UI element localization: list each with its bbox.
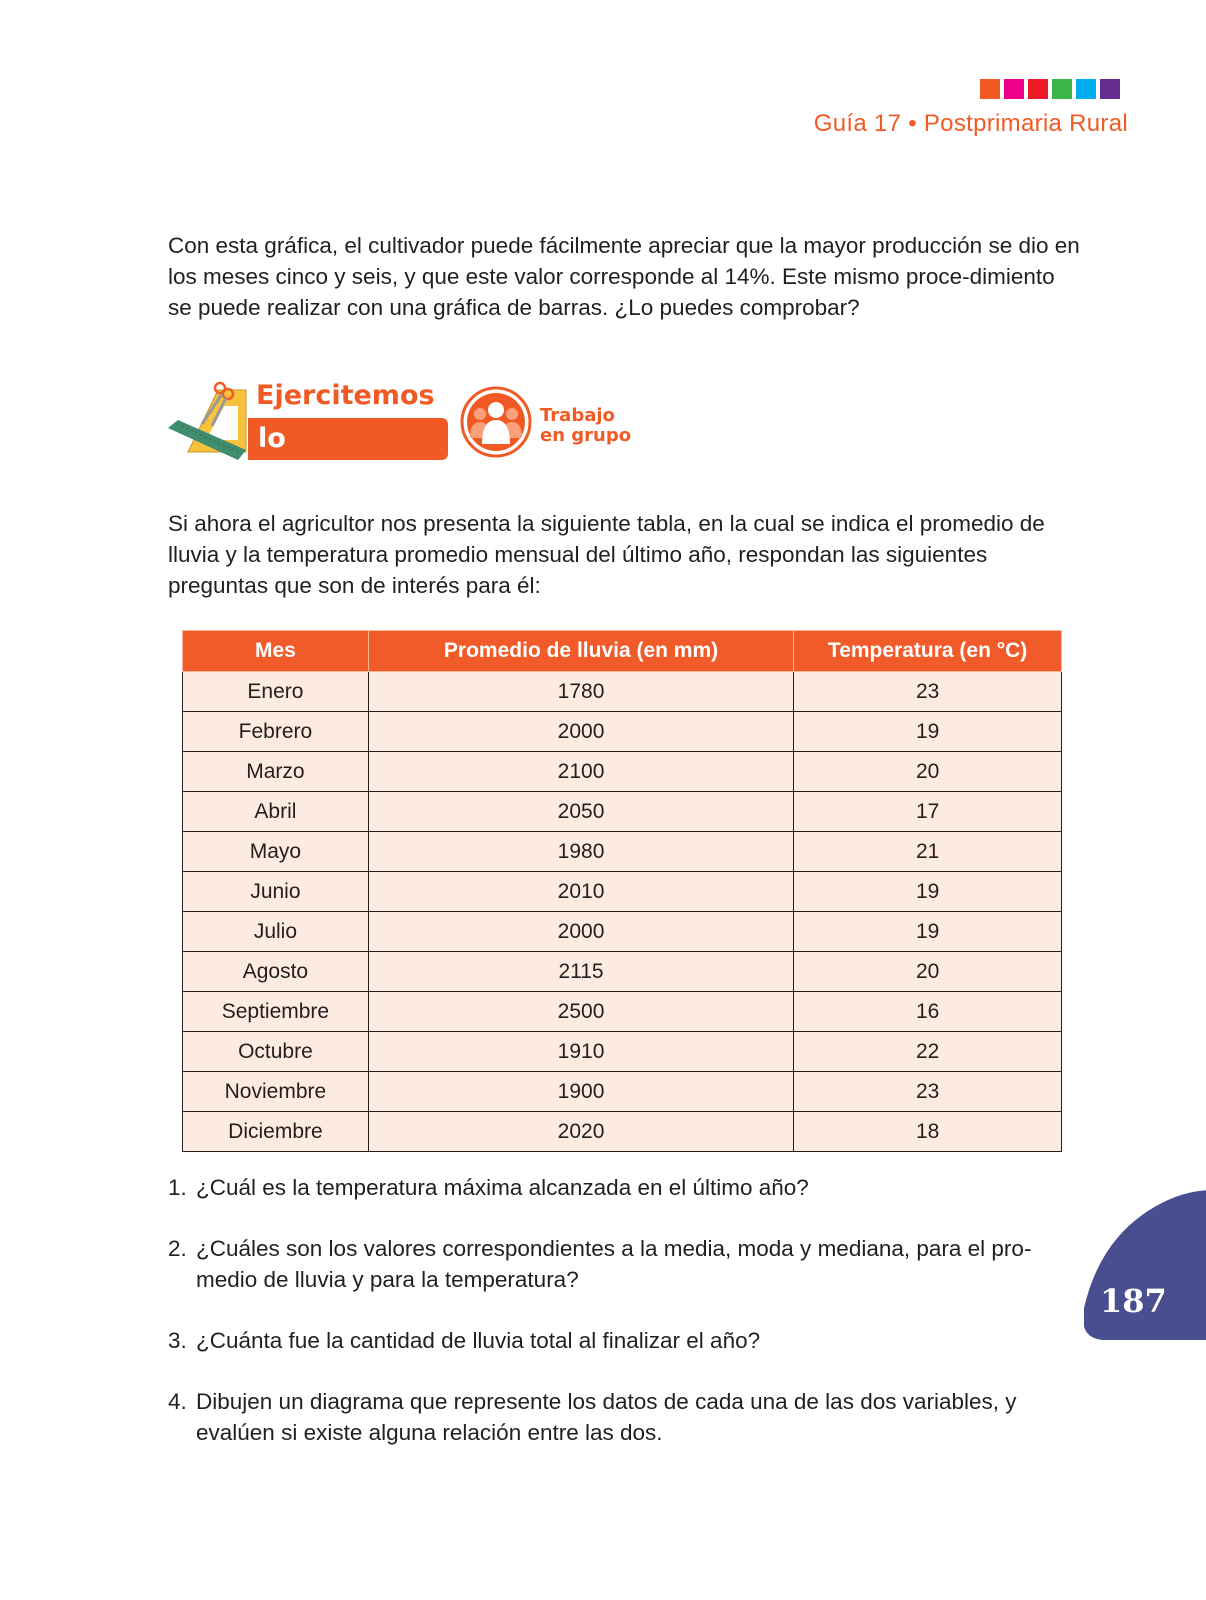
cell-temperature: 17 bbox=[794, 792, 1062, 832]
question-number: 2. bbox=[168, 1236, 187, 1261]
color-square bbox=[1100, 79, 1120, 99]
cell-month: Noviembre bbox=[183, 1072, 369, 1112]
group-label-line2: en grupo bbox=[540, 425, 632, 446]
cell-temperature: 23 bbox=[794, 672, 1062, 712]
cell-month: Mayo bbox=[183, 832, 369, 872]
cell-month: Agosto bbox=[183, 952, 369, 992]
banner-title: Ejercitemos bbox=[256, 380, 435, 411]
cell-rainfall: 1900 bbox=[368, 1072, 793, 1112]
header-month: Mes bbox=[183, 631, 369, 672]
cell-rainfall: 2020 bbox=[368, 1112, 793, 1152]
question-text: ¿Cuánta fue la cantidad de lluvia total al finalizar el año? bbox=[196, 1328, 761, 1353]
cell-rainfall: 2050 bbox=[368, 792, 793, 832]
header-color-squares bbox=[980, 79, 1120, 99]
cell-month: Julio bbox=[183, 912, 369, 952]
table-row bbox=[183, 952, 1062, 992]
cell-month: Enero bbox=[183, 672, 369, 712]
table-row bbox=[183, 672, 1062, 712]
ruler-scissors-icon bbox=[168, 380, 258, 470]
group-work-icon bbox=[460, 386, 532, 458]
color-square bbox=[1004, 79, 1024, 99]
table-row bbox=[183, 1032, 1062, 1072]
cell-rainfall: 1910 bbox=[368, 1032, 793, 1072]
cell-temperature: 18 bbox=[794, 1112, 1062, 1152]
table-row bbox=[183, 1112, 1062, 1152]
cell-temperature: 21 bbox=[794, 832, 1062, 872]
header-rainfall: Promedio de lluvia (en mm) bbox=[368, 631, 793, 672]
header-temperature: Temperatura (en °C) bbox=[794, 631, 1062, 672]
cell-temperature: 20 bbox=[794, 952, 1062, 992]
cell-temperature: 19 bbox=[794, 712, 1062, 752]
color-square bbox=[980, 79, 1000, 99]
question-item bbox=[168, 1233, 1080, 1295]
cell-month: Octubre bbox=[183, 1032, 369, 1072]
rainfall-temperature-table bbox=[182, 630, 1062, 1152]
color-square bbox=[1052, 79, 1072, 99]
table-row bbox=[183, 792, 1062, 832]
color-square bbox=[1028, 79, 1048, 99]
table-row bbox=[183, 832, 1062, 872]
question-number: 4. bbox=[168, 1389, 187, 1414]
question-text: ¿Cuáles son los valores correspondientes a la media, moda y mediana, para el pro-medio de lluvia y para la temperatura? bbox=[196, 1236, 1032, 1292]
color-square bbox=[1076, 79, 1096, 99]
cell-temperature: 22 bbox=[794, 1032, 1062, 1072]
cell-rainfall: 1980 bbox=[368, 832, 793, 872]
question-item bbox=[168, 1325, 1080, 1356]
cell-rainfall: 2000 bbox=[368, 912, 793, 952]
group-label-line1: Trabajo bbox=[540, 405, 615, 426]
question-text: ¿Cuál es la temperatura máxima alcanzada en el último año? bbox=[196, 1175, 809, 1200]
cell-month: Diciembre bbox=[183, 1112, 369, 1152]
cell-rainfall: 2100 bbox=[368, 752, 793, 792]
question-text: Dibujen un diagrama que represente los datos de cada una de las dos variables, y evalúen si existe alguna relación entre las dos. bbox=[196, 1389, 1017, 1445]
cell-temperature: 23 bbox=[794, 1072, 1062, 1112]
group-work-label bbox=[540, 406, 631, 446]
cell-rainfall: 2010 bbox=[368, 872, 793, 912]
guide-title: Guía 17 • Postprimaria Rural bbox=[813, 110, 1128, 137]
table-row bbox=[183, 712, 1062, 752]
table-header-row bbox=[183, 631, 1062, 672]
page-number: 187 bbox=[1100, 1282, 1167, 1320]
intro-paragraph: Con esta gráfica, el cultivador puede fácilmente apreciar que la mayor producción se dio en los meses cinco y seis, y que este valor corresponde al 14%. Este mismo proce-dimiento se puede realizar con una gráfica de barras. ¿Lo puedes comprobar? bbox=[168, 233, 1080, 320]
cell-temperature: 19 bbox=[794, 872, 1062, 912]
cell-month: Marzo bbox=[183, 752, 369, 792]
question-number: 1. bbox=[168, 1175, 187, 1200]
table-row bbox=[183, 912, 1062, 952]
cell-month: Febrero bbox=[183, 712, 369, 752]
table-row bbox=[183, 752, 1062, 792]
question-number: 3. bbox=[168, 1328, 187, 1353]
cell-temperature: 16 bbox=[794, 992, 1062, 1032]
cell-rainfall: 2115 bbox=[368, 952, 793, 992]
section-banner bbox=[168, 380, 648, 496]
table-row bbox=[183, 992, 1062, 1032]
table-row bbox=[183, 1072, 1062, 1112]
cell-rainfall: 2500 bbox=[368, 992, 793, 1032]
table-row bbox=[183, 872, 1062, 912]
cell-temperature: 20 bbox=[794, 752, 1062, 792]
cell-rainfall: 2000 bbox=[368, 712, 793, 752]
question-item bbox=[168, 1172, 1080, 1203]
cell-rainfall: 1780 bbox=[368, 672, 793, 712]
question-list bbox=[168, 1172, 1080, 1448]
table-intro-paragraph: Si ahora el agricultor nos presenta la siguiente tabla, en la cual se indica el promedio de lluvia y la temperatura promedio mensual del último año, respondan las siguientes preguntas que son de interés para él: bbox=[168, 511, 1045, 598]
banner-subtitle: lo aprendido bbox=[248, 418, 448, 460]
cell-month: Junio bbox=[183, 872, 369, 912]
question-item bbox=[168, 1386, 1080, 1448]
cell-temperature: 19 bbox=[794, 912, 1062, 952]
cell-month: Abril bbox=[183, 792, 369, 832]
cell-month: Septiembre bbox=[183, 992, 369, 1032]
